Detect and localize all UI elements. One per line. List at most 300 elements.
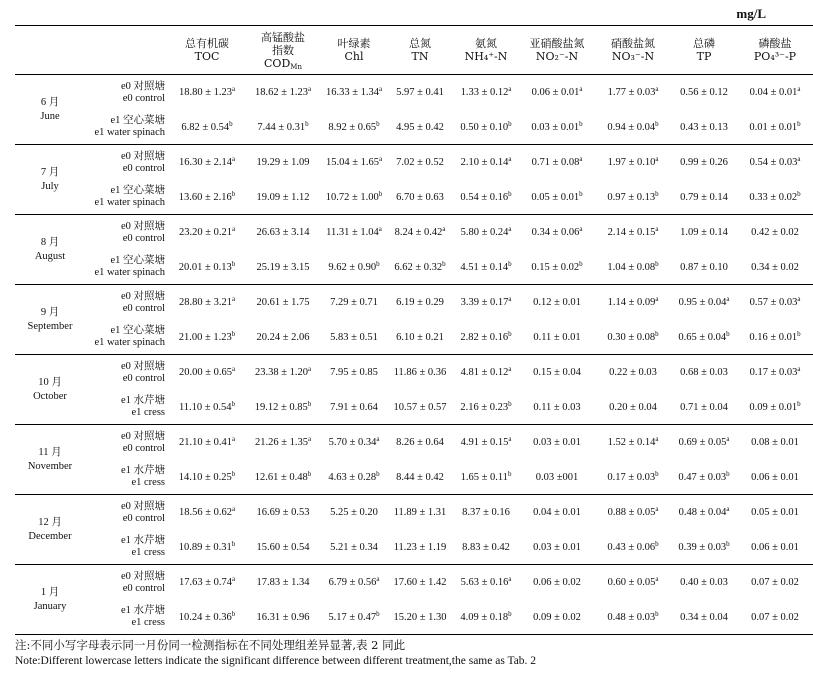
significance-letter: a [579, 85, 583, 93]
month-en: July [41, 180, 59, 192]
value-text: 0.48 ± 0.03 [607, 611, 656, 623]
treatment-cn: e0 对照塘 [120, 220, 165, 232]
value-cell [245, 460, 321, 495]
value-text: 20.61 ± 1.75 [256, 297, 310, 308]
significance-letter: a [508, 295, 512, 303]
value-cell [321, 75, 387, 111]
significance-letter: a [231, 225, 236, 233]
significance-letter: b [376, 609, 380, 618]
treatment-cell [85, 495, 169, 531]
significance-letter: a [655, 85, 659, 93]
value-cell [387, 600, 453, 635]
value-cell [453, 390, 519, 425]
month-cn: 10 月 [38, 376, 62, 388]
header-tp: 总磷 TP [671, 26, 737, 75]
significance-letter: a [797, 155, 801, 163]
value-text: 0.43 ± 0.06 [607, 541, 656, 553]
value-cell [453, 600, 519, 635]
value-text: 26.63 ± 3.14 [256, 227, 310, 238]
value-text: 7.91 ± 0.64 [330, 401, 378, 413]
value-text: 28.80 ± 3.21 [178, 297, 232, 308]
water-quality-table [15, 25, 813, 635]
value-text: 0.09 ± 0.02 [533, 611, 581, 623]
value-cell [387, 390, 453, 425]
value-cell [519, 110, 595, 145]
value-cell [671, 565, 737, 601]
month-cn: 1 月 [40, 586, 60, 598]
significance-letter: a [579, 225, 583, 233]
month-cell [15, 75, 85, 145]
value-text: 8.24 ± 0.42 [394, 227, 443, 238]
month-cell [15, 565, 85, 635]
table-row [15, 180, 813, 215]
value-cell [321, 250, 387, 285]
value-text: 0.99 ± 0.26 [680, 157, 728, 168]
value-text: 12.61 ± 0.48 [254, 471, 308, 483]
significance-letter: b [508, 329, 512, 338]
treatment-en: e1 water spinach [94, 127, 165, 138]
value-cell [737, 250, 813, 285]
month-cn: 7 月 [40, 166, 60, 178]
significance-letter: a [508, 575, 512, 583]
value-text: 0.33 ± 0.02 [749, 191, 798, 203]
treatment-cell [85, 180, 169, 215]
value-text: 5.63 ± 0.16 [460, 577, 509, 588]
value-cell [671, 495, 737, 531]
value-text: 0.06 ± 0.01 [751, 471, 799, 483]
value-cell [321, 145, 387, 181]
treatment-cn: e0 对照塘 [120, 500, 165, 512]
value-text: 7.02 ± 0.52 [396, 157, 444, 168]
value-text: 6.10 ± 0.21 [396, 331, 444, 343]
value-cell [387, 565, 453, 601]
significance-letter: b [378, 189, 383, 198]
value-text: 19.29 ± 1.09 [256, 157, 310, 168]
value-cell [321, 180, 387, 215]
value-text: 5.21 ± 0.34 [330, 541, 378, 553]
significance-letter: b [797, 119, 801, 128]
value-cell [595, 180, 671, 215]
significance-letter: b [655, 119, 659, 128]
value-cell [245, 250, 321, 285]
treatment-en: e0 control [122, 582, 165, 594]
significance-letter: a [231, 155, 236, 163]
value-text: 0.42 ± 0.02 [751, 227, 799, 238]
value-text: 21.00 ± 1.23 [178, 331, 232, 343]
value-text: 0.87 ± 0.10 [680, 261, 728, 273]
significance-letter: b [726, 539, 730, 548]
value-cell [387, 110, 453, 145]
value-text: 4.91 ± 0.15 [460, 437, 509, 448]
value-text: 0.03 ± 0.01 [533, 541, 581, 553]
value-cell [737, 355, 813, 391]
treatment-cn: e1 空心菜塘 [110, 255, 165, 266]
value-cell [321, 460, 387, 495]
value-cell [169, 320, 245, 355]
value-text: 18.56 ± 0.62 [178, 507, 232, 518]
month-cell [15, 425, 85, 495]
month-cn: 9 月 [40, 306, 60, 318]
value-text: 18.62 ± 1.23 [254, 87, 308, 98]
value-cell [245, 600, 321, 635]
value-cell [737, 145, 813, 181]
significance-letter: a [655, 435, 659, 443]
value-text: 1.97 ± 0.10 [607, 157, 656, 168]
value-cell [595, 565, 671, 601]
table-row [15, 285, 813, 321]
table-row [15, 495, 813, 531]
header-cod: 高锰酸盐指数 $COD_{Mn}$ [245, 26, 321, 75]
treatment-en: e0 control [122, 92, 165, 104]
value-cell [595, 390, 671, 425]
significance-letter: a [378, 155, 383, 163]
treatment-cn: e0 对照塘 [120, 360, 165, 372]
significance-letter: b [655, 329, 659, 338]
value-text: 17.60 ± 1.42 [393, 577, 447, 588]
value-text: 5.83 ± 0.51 [330, 331, 378, 343]
value-cell [595, 600, 671, 635]
significance-letter: b [797, 189, 801, 198]
table-row [15, 355, 813, 391]
treatment-cell [85, 530, 169, 565]
value-cell [519, 565, 595, 601]
value-cell [519, 145, 595, 181]
significance-letter: a [378, 85, 383, 93]
value-text: 10.24 ± 0.36 [178, 611, 232, 623]
value-text: 0.05 ± 0.01 [751, 507, 799, 518]
value-text: 7.95 ± 0.85 [330, 367, 378, 378]
value-cell [387, 460, 453, 495]
value-cell [245, 285, 321, 321]
value-text: 19.09 ± 1.12 [256, 191, 310, 203]
month-cn: 8 月 [40, 236, 60, 248]
value-text: 0.08 ± 0.01 [751, 437, 799, 448]
value-text: 0.54 ± 0.16 [460, 191, 509, 203]
value-cell [169, 180, 245, 215]
value-cell [245, 75, 321, 111]
value-cell [671, 460, 737, 495]
value-text: 0.15 ± 0.04 [533, 367, 581, 378]
value-text: 0.11 ± 0.03 [533, 401, 581, 413]
value-text: 6.79 ± 0.56 [328, 577, 377, 588]
value-text: 0.06 ± 0.01 [751, 541, 799, 553]
value-text: 0.30 ± 0.08 [607, 331, 656, 343]
value-cell [169, 110, 245, 145]
value-cell [671, 145, 737, 181]
value-cell [387, 285, 453, 321]
value-cell [671, 110, 737, 145]
significance-letter: b [305, 119, 309, 128]
month-cn: 12 月 [38, 516, 62, 528]
value-cell [737, 285, 813, 321]
value-text: 0.16 ± 0.01 [749, 331, 798, 343]
value-cell [671, 530, 737, 565]
header-po4: 磷酸盐 PO₄³⁻-P [737, 26, 813, 75]
significance-letter: a [231, 505, 236, 513]
treatment-cell [85, 600, 169, 635]
header-chl: 叶绿素 Chl [321, 26, 387, 75]
significance-letter: b [579, 189, 583, 198]
treatment-en: e1 water spinach [94, 197, 165, 208]
significance-letter: b [726, 329, 730, 338]
significance-letter: a [378, 225, 382, 233]
value-cell [737, 460, 813, 495]
value-cell [321, 425, 387, 461]
treatment-cell [85, 250, 169, 285]
significance-letter: b [231, 609, 236, 618]
significance-letter: a [307, 435, 312, 443]
month-cn: 6 月 [40, 96, 60, 108]
value-text: 16.33 ± 1.34 [325, 87, 379, 98]
significance-letter: b [655, 189, 659, 198]
significance-letter: a [231, 365, 236, 373]
value-cell [321, 355, 387, 391]
value-cell [671, 75, 737, 111]
value-cell [169, 75, 245, 111]
month-cell [15, 285, 85, 355]
significance-letter: b [376, 259, 380, 268]
significance-letter: a [508, 85, 512, 93]
table-row [15, 390, 813, 425]
value-text: 0.20 ± 0.04 [609, 401, 657, 413]
value-cell [519, 250, 595, 285]
value-cell [387, 355, 453, 391]
value-cell [453, 495, 519, 531]
value-cell [387, 495, 453, 531]
treatment-en: e1 cress [131, 477, 165, 488]
value-cell [245, 110, 321, 145]
value-cell [169, 145, 245, 181]
value-text: 17.63 ± 0.74 [178, 577, 232, 588]
value-text: 2.10 ± 0.14 [460, 157, 509, 168]
value-text: 0.69 ± 0.05 [678, 437, 727, 448]
value-cell [453, 75, 519, 111]
significance-letter: a [307, 85, 312, 93]
value-text: 13.60 ± 2.16 [178, 191, 232, 203]
value-text: 0.95 ± 0.04 [678, 297, 727, 308]
significance-letter: b [726, 469, 730, 478]
significance-letter: a [231, 85, 236, 93]
value-cell [387, 180, 453, 215]
treatment-en: e0 control [122, 232, 165, 244]
value-text: 0.65 ± 0.04 [678, 331, 727, 343]
value-text: 0.50 ± 0.10 [460, 121, 509, 133]
value-cell [453, 145, 519, 181]
significance-letter: a [726, 505, 730, 513]
significance-letter: a [231, 435, 236, 443]
value-text: 3.39 ± 0.17 [460, 297, 509, 308]
significance-letter: b [231, 399, 236, 408]
value-text: 0.43 ± 0.13 [680, 121, 728, 133]
value-text: 21.10 ± 0.41 [178, 437, 232, 448]
value-text: 0.71 ± 0.08 [531, 157, 580, 168]
value-cell [245, 390, 321, 425]
value-cell [519, 215, 595, 251]
value-cell [387, 250, 453, 285]
value-text: 0.05 ± 0.01 [531, 191, 580, 203]
treatment-cn: e1 水芹塘 [120, 465, 165, 476]
value-text: 8.26 ± 0.64 [396, 437, 444, 448]
significance-letter: b [376, 469, 380, 478]
value-cell [595, 355, 671, 391]
value-cell [245, 320, 321, 355]
treatment-cell [85, 145, 169, 181]
treatment-en: e0 control [122, 372, 165, 384]
value-text: 0.01 ± 0.01 [749, 121, 798, 133]
significance-letter: a [376, 575, 380, 583]
value-cell [737, 425, 813, 461]
value-text: 0.54 ± 0.03 [749, 157, 798, 168]
value-cell [321, 390, 387, 425]
value-cell [737, 495, 813, 531]
value-cell [169, 530, 245, 565]
value-cell [595, 75, 671, 111]
value-cell [387, 530, 453, 565]
value-text: 16.30 ± 2.14 [178, 157, 232, 168]
value-text: 18.80 ± 1.23 [178, 87, 232, 98]
significance-letter: a [508, 435, 512, 443]
treatment-cn: e0 对照塘 [120, 570, 165, 582]
value-text: 16.31 ± 0.96 [256, 611, 310, 623]
value-cell [321, 285, 387, 321]
value-text: 25.19 ± 3.15 [256, 261, 310, 273]
significance-letter: b [231, 469, 236, 478]
value-text: 7.44 ± 0.31 [257, 121, 306, 133]
value-text: 0.48 ± 0.04 [678, 507, 727, 518]
significance-letter: b [307, 399, 312, 408]
value-text: 5.97 ± 0.41 [396, 87, 444, 98]
value-text: 0.03 ±001 [535, 471, 579, 483]
value-cell [519, 180, 595, 215]
value-text: 11.10 ± 0.54 [178, 401, 232, 413]
table-row [15, 460, 813, 495]
value-cell [245, 495, 321, 531]
month-en: December [28, 530, 72, 542]
significance-letter: b [231, 259, 236, 268]
value-text: 6.70 ± 0.63 [396, 191, 444, 203]
value-text: 17.83 ± 1.34 [256, 577, 310, 588]
value-cell [169, 565, 245, 601]
treatment-cn: e1 空心菜塘 [110, 185, 165, 196]
value-text: 23.38 ± 1.20 [254, 367, 308, 378]
value-text: 9.62 ± 0.90 [328, 261, 377, 273]
header-row [15, 26, 813, 75]
value-cell [245, 425, 321, 461]
table-row [15, 320, 813, 355]
treatment-en: e0 control [122, 302, 165, 314]
treatment-cell [85, 320, 169, 355]
value-text: 0.47 ± 0.03 [678, 471, 727, 483]
value-text: 0.07 ± 0.02 [751, 611, 799, 623]
treatment-en: e1 water spinach [94, 267, 165, 278]
treatment-en: e0 control [122, 512, 165, 524]
month-en: November [27, 460, 73, 472]
significance-letter: a [797, 365, 801, 373]
value-text: 15.20 ± 1.30 [393, 611, 447, 623]
significance-letter: b [508, 189, 512, 198]
value-text: 10.57 ± 0.57 [393, 401, 447, 413]
value-cell [321, 215, 387, 251]
month-en: January [33, 600, 67, 612]
value-text: 5.25 ± 0.20 [330, 507, 378, 518]
value-text: 7.29 ± 0.71 [330, 297, 378, 308]
value-cell [519, 285, 595, 321]
value-cell [169, 600, 245, 635]
value-text: 20.01 ± 0.13 [178, 261, 232, 273]
value-text: 4.81 ± 0.12 [460, 367, 509, 378]
month-en: August [34, 250, 66, 262]
value-text: 1.77 ± 0.03 [607, 87, 656, 98]
value-cell [671, 355, 737, 391]
significance-letter: b [655, 609, 659, 618]
significance-letter: a [231, 295, 236, 303]
value-text: 16.69 ± 0.53 [256, 507, 310, 518]
value-cell [737, 110, 813, 145]
value-cell [169, 425, 245, 461]
value-text: 0.88 ± 0.05 [607, 507, 656, 518]
value-cell [387, 425, 453, 461]
treatment-en: e0 control [122, 442, 165, 454]
table-row [15, 425, 813, 461]
significance-letter: b [579, 259, 583, 268]
treatment-cn: e0 对照塘 [120, 290, 165, 302]
value-cell [169, 495, 245, 531]
month-cell [15, 215, 85, 285]
treatment-cn: e1 水芹塘 [120, 535, 165, 546]
value-cell [595, 250, 671, 285]
value-cell [245, 215, 321, 251]
value-text: 0.40 ± 0.03 [680, 577, 728, 588]
value-text: 11.31 ± 1.04 [326, 227, 379, 238]
value-text: 0.34 ± 0.04 [680, 611, 728, 623]
significance-letter: a [797, 295, 801, 303]
treatment-cn: e0 对照塘 [120, 430, 165, 442]
significance-letter: b [655, 259, 659, 268]
value-text: 10.89 ± 0.31 [178, 541, 232, 553]
value-text: 0.60 ± 0.05 [607, 577, 656, 588]
value-text: 0.17 ± 0.03 [607, 471, 656, 483]
value-cell [453, 320, 519, 355]
value-text: 0.79 ± 0.14 [680, 191, 728, 203]
table-row [15, 110, 813, 145]
value-text: 21.26 ± 1.35 [254, 437, 308, 448]
value-text: 11.86 ± 0.36 [393, 367, 447, 378]
value-cell [387, 215, 453, 251]
value-text: 0.94 ± 0.04 [607, 121, 656, 133]
significance-letter: a [307, 365, 312, 373]
significance-letter: b [508, 259, 512, 268]
significance-letter: b [442, 259, 446, 268]
value-cell [453, 565, 519, 601]
value-text: 5.17 ± 0.47 [328, 611, 377, 623]
table-row [15, 250, 813, 285]
table-row [15, 530, 813, 565]
value-cell [595, 215, 671, 251]
table-row [15, 600, 813, 635]
treatment-cell [85, 355, 169, 391]
value-text: 0.17 ± 0.03 [749, 367, 798, 378]
value-text: 1.14 ± 0.09 [607, 297, 656, 308]
month-cell [15, 145, 85, 215]
value-text: 20.00 ± 0.65 [178, 367, 232, 378]
value-cell [321, 110, 387, 145]
value-cell [671, 425, 737, 461]
treatment-cell [85, 215, 169, 251]
value-text: 2.82 ± 0.16 [460, 331, 509, 343]
value-cell [453, 180, 519, 215]
value-cell [519, 390, 595, 425]
value-cell [169, 390, 245, 425]
